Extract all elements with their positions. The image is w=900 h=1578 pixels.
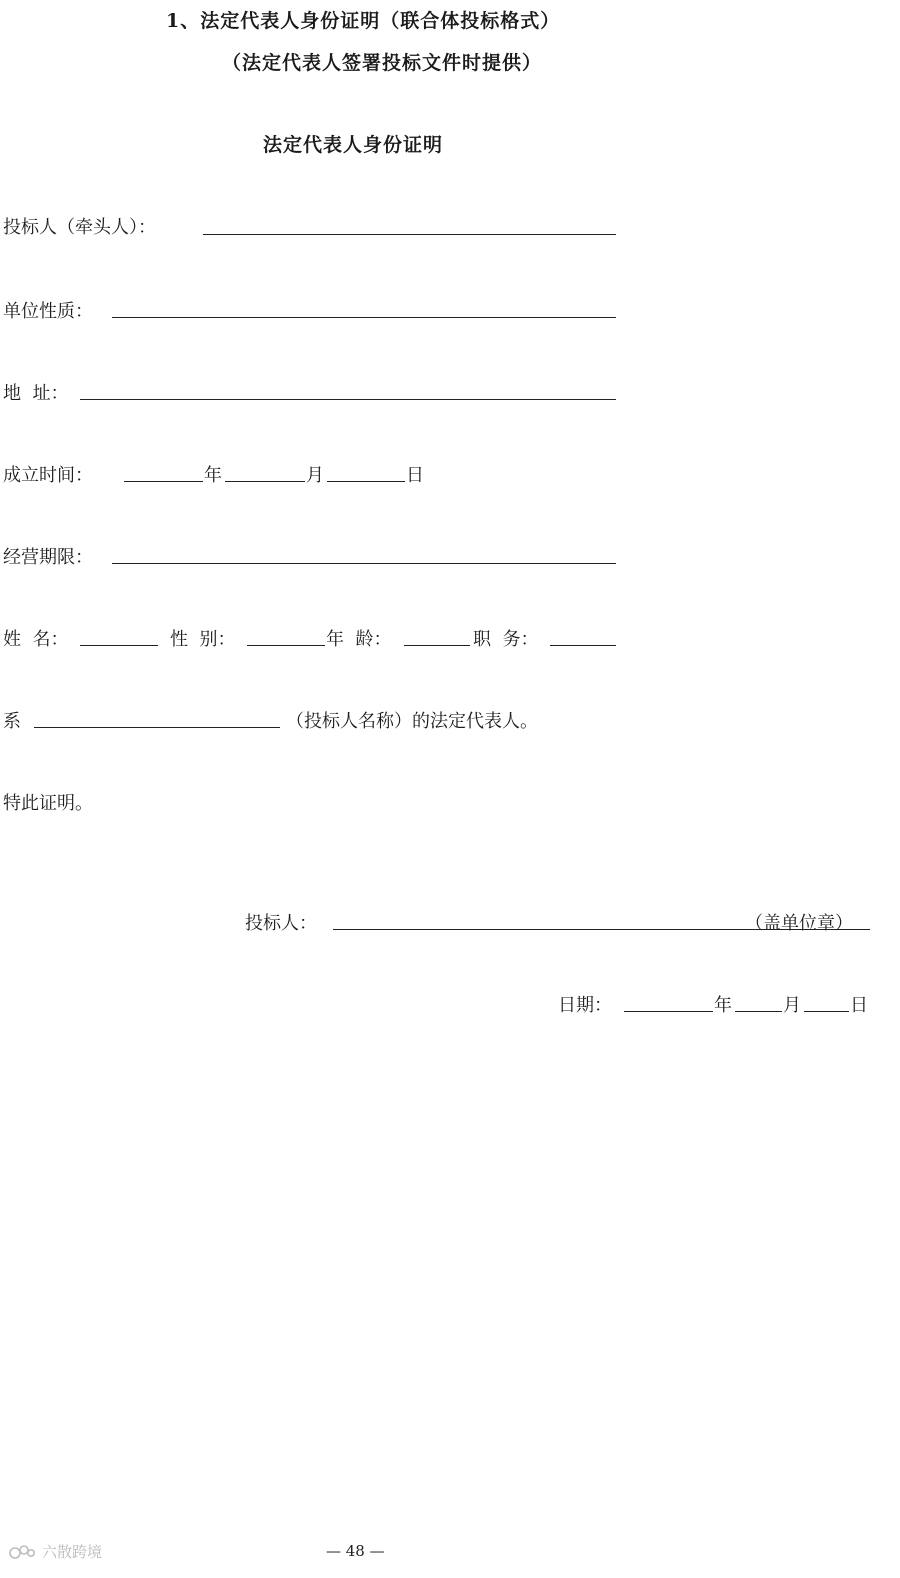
date-month-unit: 月 — [783, 995, 801, 1016]
date-year-unit: 年 — [714, 995, 732, 1016]
business-term-blank[interactable] — [112, 563, 616, 564]
established-month-unit: 月 — [306, 465, 324, 486]
name-blank[interactable] — [80, 645, 158, 646]
address-label: 地 址： — [3, 383, 69, 404]
gender-blank[interactable] — [247, 645, 325, 646]
is-suffix: （投标人名称）的法定代表人。 — [286, 711, 538, 732]
established-year-blank[interactable] — [124, 481, 203, 482]
document-title: 法定代表人身份证明 — [263, 134, 444, 156]
bidder-name-blank[interactable] — [34, 727, 280, 728]
heading-line1: 1、法定代表人身份证明（联合体投标格式） — [166, 10, 561, 32]
gender-label: 性 别： — [170, 629, 236, 650]
established-year-unit: 年 — [204, 465, 222, 486]
unit-nature-label: 单位性质： — [3, 301, 93, 322]
established-day-unit: 日 — [406, 465, 424, 486]
name-label: 姓 名： — [3, 629, 69, 650]
watermark — [8, 1541, 102, 1562]
watermark-text: 六散跨境 — [42, 1543, 103, 1561]
date-year-blank[interactable] — [624, 1011, 713, 1012]
date-label: 日期： — [558, 995, 612, 1016]
address-blank[interactable] — [80, 399, 616, 400]
seal-note: （盖单位章） — [745, 913, 853, 934]
certify-text: 特此证明。 — [3, 793, 93, 814]
age-blank[interactable] — [404, 645, 470, 646]
date-day-blank[interactable] — [804, 1011, 849, 1012]
unit-nature-blank[interactable] — [112, 317, 616, 318]
business-term-label: 经营期限： — [3, 547, 93, 568]
position-blank[interactable] — [550, 645, 616, 646]
is-prefix: 系 — [3, 711, 21, 732]
page-number: — 48 — — [326, 1542, 385, 1560]
heading-line2: （法定代表人签署投标文件时提供） — [222, 52, 543, 74]
bidder-lead-label: 投标人（牵头人）： — [3, 217, 156, 238]
watermark-logo-icon — [8, 1543, 38, 1561]
age-label: 年 龄： — [326, 629, 392, 650]
established-day-blank[interactable] — [327, 481, 405, 482]
established-month-blank[interactable] — [225, 481, 305, 482]
date-month-blank[interactable] — [735, 1011, 782, 1012]
established-label: 成立时间： — [3, 465, 93, 486]
bidder-lead-blank[interactable] — [203, 234, 616, 235]
signature-bidder-label: 投标人： — [245, 913, 317, 934]
position-label: 职 务： — [473, 629, 539, 650]
date-day-unit: 日 — [850, 995, 868, 1016]
